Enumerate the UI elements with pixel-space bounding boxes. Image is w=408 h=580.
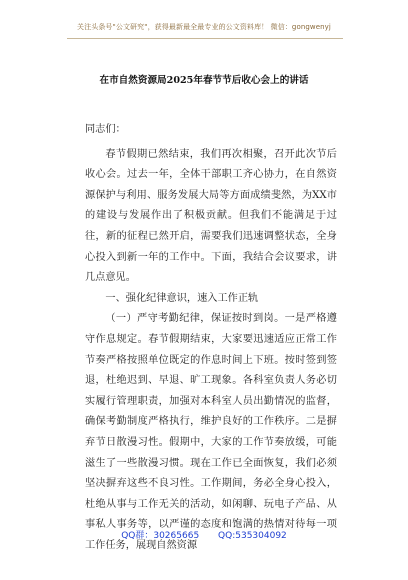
paragraph-attendance: （一）严守考勤纪律，保证按时到岗。一是严格遵守作息规定。春节假期结束，大家要迅速适应正常工作节奏严格按照单位既定的作息时间上下班。按时签到签退，杜绝迟到、早退、旷工现象。各科室负责人务必切实履行管理职责，加强对本科室人员出勤情况的监督，确保考勤制度严格执行，维护良好的工作秩序。二是摒弃节日散漫习性。假期中，大家的工作节奏放缓，可能滋生了一些散漫习惯。现在工作已全面恢复，我们必须坚决摒弃这些不良习性。工作期间，务必全身心投入，杜绝从事与工作无关的活动，如闲聊、玩电子产品、从事私人事务等，以严谨的态度和饱满的热情对待每一项工作任务，展现自然资源 [85,313,337,551]
footer-qq-number: QQ:535304092 [218,531,287,541]
document-title: 在市自然资源局2025年春节节后收心会上的讲话 [99,75,309,86]
salutation: 同志们： [85,124,126,135]
section-heading-1: 一、强化纪律意识，速入工作正轨 [105,292,259,304]
header-divider [67,38,343,39]
header-banner: 关注头条号"公文研究"，获得最新最全最专业的公文资料库！ 微信：gongwenyj [77,23,331,31]
footer-contact [0,528,408,541]
paragraph-intro: 春节假期已然结束，我们再次相聚，召开此次节后收心会。过去一年，全体干部职工齐心协力，在自然资源保护与利用、服务发展大局等方面成绩斐然，为XX市的建设与发展作出了积极贡献。但我们不能满足于过往，新的征程已然开启，需要我们迅速调整状态，全身心投入到新一年的工作中。下面，我结合会议要求，讲几点意见。 [85,148,337,284]
footer-qq-group: QQ群：30265665 [121,531,200,541]
document-body [85,120,337,556]
